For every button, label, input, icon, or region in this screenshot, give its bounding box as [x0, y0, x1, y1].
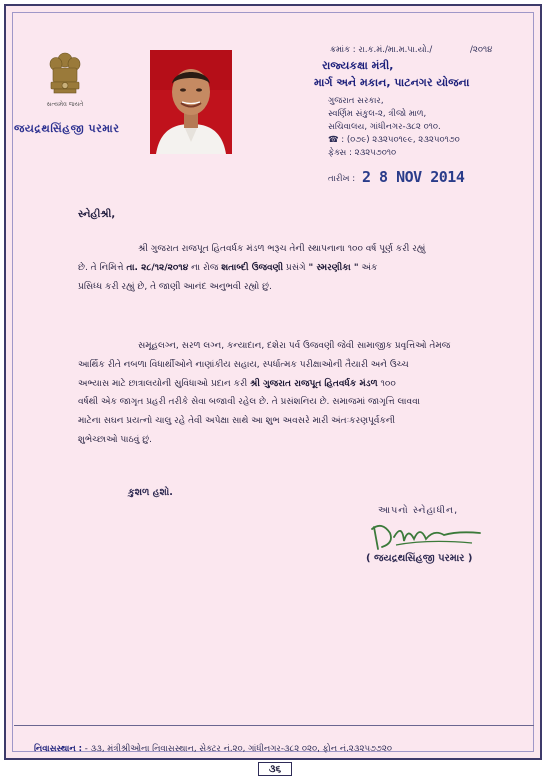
footer-divider [14, 725, 534, 726]
paragraph-line: માટેના સઘન પ્રયત્નો ચાલુ રહે તેવી અપેક્ષા સાથે આ શુભ અવસરે મારી અંતઃકરણપૂર્વકની [78, 416, 396, 427]
phone-number: ☎ : (૦૭૯) ૨૩૨૫૦૧૯૯, ૨૩૨૫૦૧૭૦ [328, 135, 460, 145]
date-stamp: 2 8 NOV 2014 [362, 168, 465, 186]
text-run: પ્રસંગે [283, 262, 309, 273]
handwritten-signature [368, 517, 488, 557]
text-run: છે. તે નિમિત્તે [78, 262, 127, 273]
paragraph-line [78, 375, 502, 394]
organization-name: શ્રી ગુજરાત રાજપૂત હિતવર્ધક મંડળ [250, 378, 378, 389]
fax-number: ફેક્સ : ૨૩૨૫૭૦૧૦ [328, 148, 397, 158]
sender-name: જયદ્રથસિંહજી પરમાર [14, 122, 120, 135]
residence-address [34, 744, 392, 754]
emblem-motto: સત્યમેવ જયતે [46, 101, 84, 108]
reference-year: /૨૦૧૪ [470, 45, 493, 55]
residence-label: નિવાસસ્થાન : [34, 744, 83, 754]
text-run: અભ્યાસ માટે છાત્રાલયોની સુવિધાઓ પ્રદાન કરી [78, 378, 251, 389]
paragraph-line: આર્થિક રીતે નબળા વિધાર્થીઓને નાણાંકીય સહાય, સ્પર્ધાત્મક પરીક્ષાઓની તૈયારી અને ઉચ્ચ [78, 359, 409, 370]
reference-number [330, 45, 493, 55]
text-run: અંક [358, 262, 378, 273]
valediction: આપનો સ્નેહાધીન, [378, 505, 459, 516]
paragraph-line: વર્ષથી એક જાગૃત પ્રહરી તરીકે સેવા બજાવી રહેલ છે. તે પ્રસંશનિય છે. સમાજમાં જાગૃત્તિ લાવવા [78, 397, 420, 408]
page-number: ૩૬ [258, 762, 292, 776]
publication-name: " સ્મરણીકા " [308, 262, 359, 273]
paragraph-line: સમૂહલગ્ન, સરળ લગ્ન, કન્યાદાન, દશેરા પર્વ ઉજવણી જેવી સામાજીક પ્રવૃત્તિઓ તેમજ [138, 341, 451, 351]
paragraph-line [78, 259, 502, 278]
address-line: સ્વર્ણિમ સંકુલ-૨, ત્રીજો માળ, [328, 109, 427, 119]
address-line: ગુજરાત સરકાર, [328, 96, 384, 106]
residence-text: - ૩૩, મંત્રીશ્રીઓના નિવાસસ્થાન, સેક્ટર નં.૨૦, ગાંધીનગર-૩૮૨ ૦૨૦, ફોન નં.૨૩૨૫૭૭૨૦ [84, 744, 392, 754]
paragraph-line: પ્રસિધ્ધ કરી રહ્યું છે, તે જાણી આનંદ અનુભવી રહ્યો છું. [78, 281, 272, 292]
paragraph-2 [78, 337, 502, 450]
designation: રાજ્યકક્ષા મંત્રી, [322, 59, 394, 72]
paragraph-line: શુભેચ્છાઓ પાઠવું છું. [78, 434, 153, 445]
date-label: તારીખ : [328, 174, 356, 184]
minister-photo [150, 50, 232, 154]
national-emblem-icon [47, 50, 83, 108]
paragraph-line: શ્રી ગુજરાત રાજપૂત હિતવર્ધક મંડળ ભરૂચ તેની સ્થાપનાના ૧૦૦ વર્ષ પૂર્ણ કરી રહ્યું [138, 244, 426, 254]
closing-greeting: કુશળ હશો. [128, 487, 173, 498]
event-date: તા. ૨૮/૧૨/૨૦૧૪ [126, 262, 189, 273]
address-line: સચિવાલય, ગાંધીનગર-૩૮૨ ૦૧૦. [328, 122, 441, 132]
event-name: શતાબ્દી ઉજવણી [221, 262, 284, 273]
signatory-name: ( જયદ્રથસિંહજી પરમાર ) [366, 553, 473, 564]
salutation: સ્નેહીશ્રી, [78, 209, 116, 220]
department: માર્ગ અને મકાન, પાટનગર યોજના [314, 76, 470, 89]
text-run: ના રોજ [188, 262, 222, 273]
text-run: ૧૦૦ [377, 378, 396, 389]
paragraph-1 [78, 240, 502, 296]
reference-prefix: ક્રમાંક : રા.ક.મં./મા.મ.પા.યો./ [330, 45, 433, 55]
